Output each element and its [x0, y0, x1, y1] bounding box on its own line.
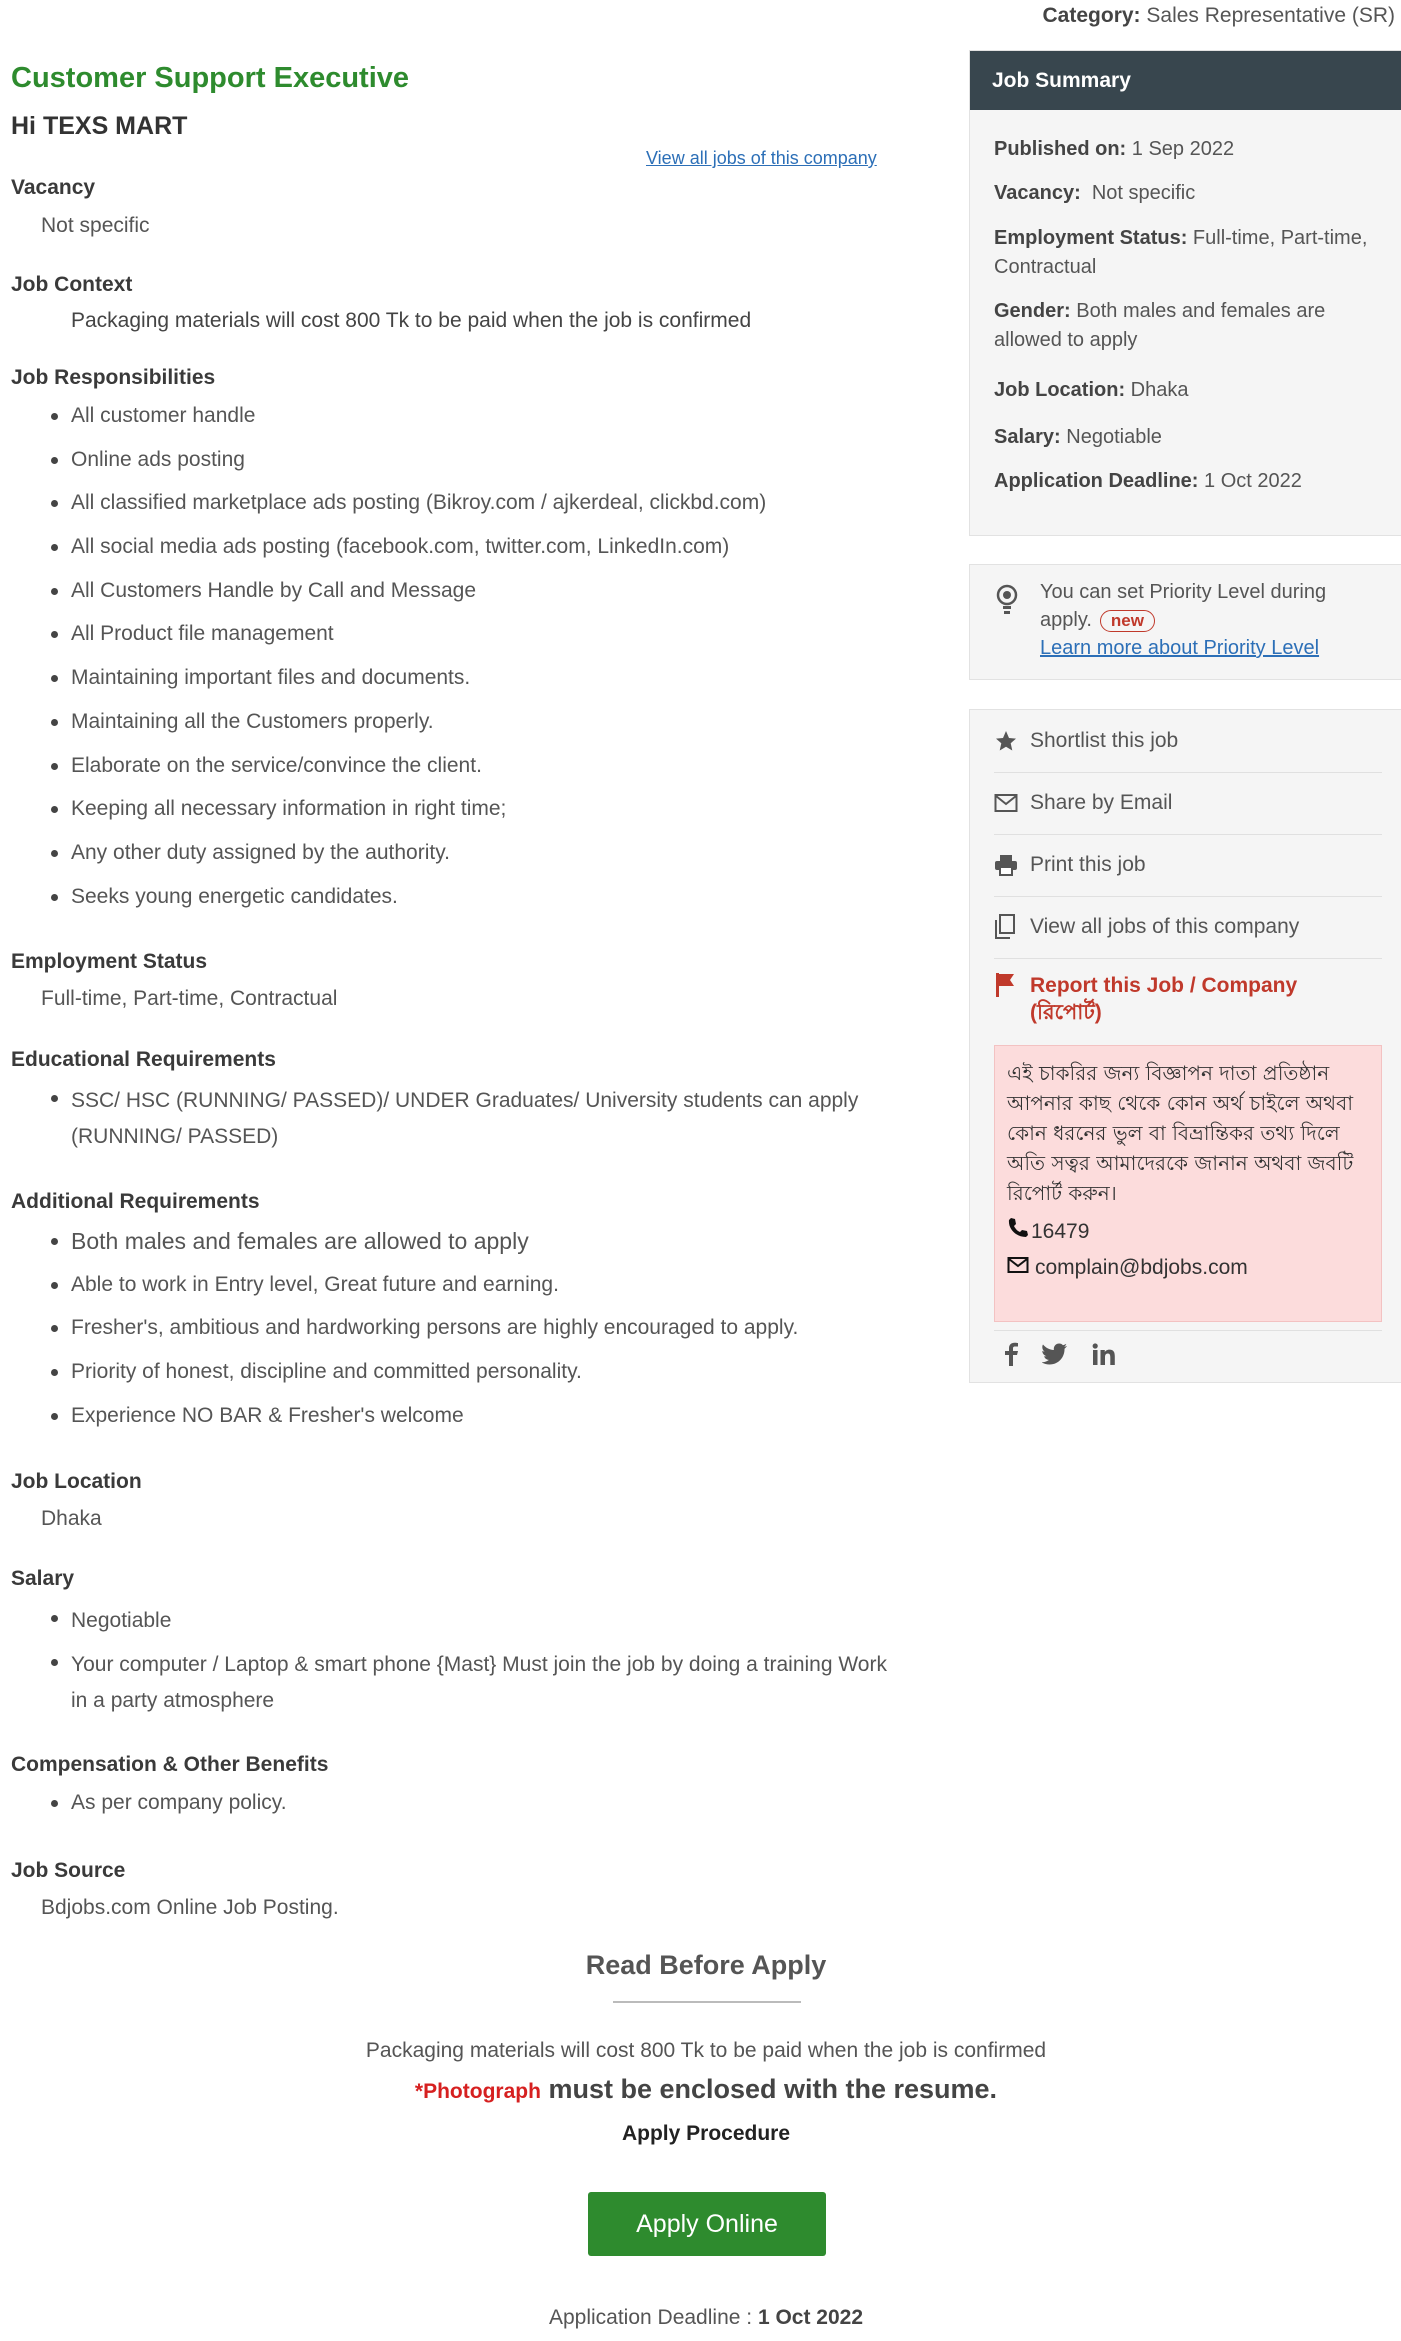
warning-email: complain@bdjobs.com	[1007, 1250, 1369, 1286]
compensation-heading: Compensation & Other Benefits	[11, 1753, 329, 1776]
category: Category: Sales Representative (SR)	[1042, 4, 1395, 27]
view-all-jobs-link[interactable]: View all jobs of this company	[646, 148, 877, 168]
responsibilities-heading: Job Responsibilities	[11, 366, 216, 389]
additional-list	[48, 1226, 908, 1444]
job-summary-panel	[969, 50, 1401, 536]
report-action[interactable]: Report this Job / Company (রিপোর্ট)	[994, 958, 1382, 1034]
shortlist-action[interactable]: Shortlist this job	[994, 710, 1382, 773]
summary-vacancy: Vacancy: Not specific	[994, 182, 1196, 204]
list-item: Negotiable	[48, 1603, 908, 1639]
vacancy-heading: Vacancy	[11, 176, 96, 199]
job-actions-panel	[969, 709, 1401, 1383]
responsibilities-list	[48, 401, 908, 925]
location-heading: Job Location	[11, 1470, 142, 1493]
linkedin-icon[interactable]	[1092, 1343, 1116, 1370]
list-item: Seeks young energetic candidates.	[48, 882, 908, 926]
divider	[613, 2001, 801, 2003]
warning-phone: 16479	[1007, 1214, 1369, 1250]
list-item: Fresher's, ambitious and hardworking persons are highly encouraged to apply.	[48, 1313, 908, 1357]
star-icon	[994, 729, 1030, 753]
list-item: Maintaining important files and documents.	[48, 663, 908, 707]
envelope-icon	[1007, 1250, 1029, 1286]
education-heading: Educational Requirements	[11, 1048, 276, 1071]
company-name: Hi TEXS MART	[11, 112, 188, 140]
apply-online-button[interactable]: Apply Online	[588, 2192, 826, 2256]
context-heading: Job Context	[11, 273, 133, 296]
summary-gender: Gender: Both males and females are allowed to apply	[994, 300, 1326, 351]
list-item: All classified marketplace ads posting (Bikroy.com / ajkerdeal, clickbd.com)	[48, 488, 908, 532]
context-value: Packaging materials will cost 800 Tk to be paid when the job is confirmed	[71, 309, 752, 332]
print-action[interactable]: Print this job	[994, 834, 1382, 897]
photograph-note: *Photograph must be enclosed with the resume.	[414, 2074, 998, 2104]
view-all-jobs-action[interactable]: View all jobs of this company	[994, 896, 1382, 959]
job-summary-title: Job Summary	[970, 51, 1401, 110]
list-item: Keeping all necessary information in right time;	[48, 794, 908, 838]
list-item: Online ads posting	[48, 445, 908, 489]
priority-text: You can set Priority Level during apply. new Learn more about Priority Level	[1040, 581, 1327, 659]
read-before-apply-text: Packaging materials will cost 800 Tk to be paid when the job is confirmed	[365, 2039, 1047, 2062]
list-item: As per company policy.	[48, 1788, 908, 1818]
employment-value: Full-time, Part-time, Contractual	[41, 987, 338, 1010]
list-item: Priority of honest, discipline and committed personality.	[48, 1357, 908, 1401]
apply-procedure: Apply Procedure	[621, 2122, 791, 2145]
flag-icon	[994, 972, 1030, 998]
location-value: Dhaka	[41, 1507, 102, 1530]
summary-salary: Salary: Negotiable	[994, 426, 1162, 448]
list-item: Experience NO BAR & Fresher's welcome	[48, 1401, 908, 1445]
compensation-list	[48, 1788, 908, 1818]
list-item: Elaborate on the service/convince the client.	[48, 751, 908, 795]
printer-icon	[994, 854, 1030, 876]
priority-panel	[969, 564, 1401, 680]
new-badge: new	[1100, 610, 1155, 632]
phone-icon	[1007, 1214, 1029, 1250]
list-item: All Product file management	[48, 619, 908, 663]
application-deadline: Application Deadline : 1 Oct 2022	[548, 2306, 864, 2329]
list-item: All Customers Handle by Call and Message	[48, 576, 908, 620]
list-item: Any other duty assigned by the authority.	[48, 838, 908, 882]
list-item: Able to work in Entry level, Great future and earning.	[48, 1270, 908, 1314]
vacancy-value: Not specific	[41, 214, 150, 237]
job-title: Customer Support Executive	[11, 62, 410, 94]
twitter-icon[interactable]	[1042, 1343, 1068, 1370]
list-item: Your computer / Laptop & smart phone {Mast} Must join the job by doing a training Work in a party atmosphere	[48, 1647, 908, 1719]
summary-employment: Employment Status: Full-time, Part-time, Contractual	[994, 227, 1368, 278]
facebook-icon[interactable]	[1004, 1342, 1018, 1371]
summary-location: Job Location: Dhaka	[994, 379, 1189, 401]
copy-icon	[994, 914, 1030, 940]
fraud-warning-box	[994, 1045, 1382, 1322]
additional-heading: Additional Requirements	[11, 1190, 260, 1213]
envelope-icon	[994, 793, 1030, 813]
salary-heading: Salary	[11, 1567, 75, 1590]
social-share-bar	[994, 1330, 1382, 1382]
lightbulb-icon	[994, 583, 1020, 622]
list-item: All social media ads posting (facebook.com, twitter.com, LinkedIn.com)	[48, 532, 908, 576]
salary-list	[48, 1603, 908, 1719]
read-before-apply-title: Read Before Apply	[585, 1950, 827, 1980]
list-item: All customer handle	[48, 401, 908, 445]
priority-learn-more-link[interactable]: Learn more about Priority Level	[1040, 637, 1320, 659]
warning-text: এই চাকরির জন্য বিজ্ঞাপন দাতা প্রতিষ্ঠান আপনার কাছ থেকে কোন অর্থ চাইলে অথবা কোন ধরনের ভুল বা বিভ্রান্তিকর তথ্য দিলে অতি সত্বর আমাদেরকে জানান অথবা জবটি রিপোর্ট করুন।	[1007, 1061, 1354, 1205]
source-heading: Job Source	[11, 1859, 126, 1882]
source-value: Bdjobs.com Online Job Posting.	[41, 1896, 339, 1919]
employment-heading: Employment Status	[11, 950, 208, 973]
list-item: Both males and females are allowed to apply	[48, 1226, 908, 1270]
list-item: SSC/ HSC (RUNNING/ PASSED)/ UNDER Graduates/ University students can apply (RUNNING/ PASSED)	[48, 1083, 908, 1155]
summary-deadline: Application Deadline: 1 Oct 2022	[994, 470, 1302, 492]
education-list	[48, 1083, 908, 1155]
list-item: Maintaining all the Customers properly.	[48, 707, 908, 751]
summary-published: Published on: 1 Sep 2022	[994, 138, 1235, 160]
share-email-action[interactable]: Share by Email	[994, 772, 1382, 835]
